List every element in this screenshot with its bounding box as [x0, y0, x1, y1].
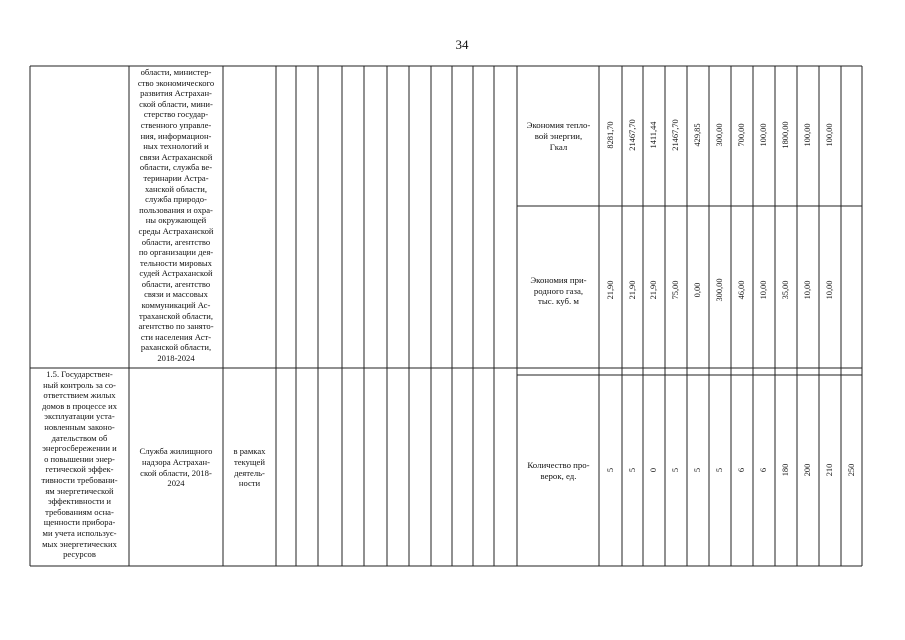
indicator-name-line: Экономия тепло- — [526, 120, 591, 131]
executor-line: связи Астраханской — [139, 151, 213, 162]
indicator-value: 5 — [715, 467, 724, 473]
measure-line: дательством об — [51, 432, 108, 443]
executor-line: ство экономического — [137, 77, 215, 88]
measure-line: домов в процессе их — [41, 400, 118, 411]
indicator-gas-saving — [518, 207, 599, 375]
measure-line: ный контроль за со- — [43, 379, 116, 390]
executor-line: среды Астраханской — [138, 225, 214, 236]
indicator-value: 21,90 — [606, 280, 615, 300]
indicator-value: 10,00 — [803, 280, 812, 300]
indicator-name-line: верок, ед. — [540, 471, 577, 481]
indicator-value: 21,90 — [628, 280, 637, 300]
executor-line: 2018-2024 — [157, 353, 195, 364]
measure-line: эксплуатации уста- — [44, 411, 115, 422]
executor-line: тельности мировых — [140, 257, 212, 268]
indicator-inspections — [518, 376, 599, 566]
measure-line: требованиям осна- — [45, 506, 114, 517]
indicator-value: 300,00 — [715, 278, 724, 302]
indicator-value: 5 — [606, 467, 615, 473]
executor-line: Служба жилищного — [139, 446, 213, 457]
executor-line: области, агентство — [141, 236, 211, 247]
indicator-value: 429,85 — [693, 123, 702, 147]
executor-line: раханской области, — [140, 342, 212, 353]
indicator-value: 100,00 — [759, 123, 768, 147]
indicator-value: 5 — [628, 467, 637, 473]
funding-line: деятель- — [234, 467, 265, 478]
indicator-name-line: вой энергии, — [534, 131, 583, 142]
indicator-name-line: тыс. куб. м — [538, 296, 579, 307]
executor-cell-1-5 — [129, 369, 223, 566]
indicator-value: 21467,70 — [671, 119, 680, 151]
executor-line: ственного управле- — [140, 119, 212, 130]
executor-cell-continued — [129, 67, 223, 368]
indicator-value: 100,00 — [803, 123, 812, 147]
indicator-name-line: Экономия при- — [530, 274, 587, 285]
executor-line: области, агентство — [141, 278, 211, 289]
measure-line: щенности прибора- — [43, 517, 116, 528]
indicator-value: 5 — [671, 467, 680, 473]
indicator-value: 75,00 — [671, 280, 680, 300]
executor-line: ны окружающей — [145, 215, 207, 226]
indicator-value: 1411,44 — [649, 121, 658, 149]
indicator-name-line: Количество про- — [527, 460, 590, 471]
indicator-heat-saving — [518, 67, 599, 206]
executor-line: ской области, мини- — [139, 98, 213, 109]
executor-line: надзора Астрахан- — [141, 456, 211, 467]
indicator-value: 100,00 — [825, 123, 834, 147]
executor-line: коммуникаций Ас- — [141, 300, 211, 311]
executor-line: теринарии Астра- — [143, 172, 209, 183]
executor-line: ных технологий и — [143, 141, 209, 152]
executor-line: агентство по занято- — [138, 321, 214, 332]
measure-line: энергосбережении и — [42, 443, 117, 454]
executor-line: ханской области, — [144, 183, 208, 194]
indicator-value: 1800,00 — [781, 121, 790, 149]
executor-line: ской области, 2018- — [140, 467, 212, 478]
executor-line: ния, информацион- — [140, 130, 212, 141]
indicator-value: 700,00 — [737, 123, 746, 147]
executor-line: служба природо- — [145, 194, 207, 205]
indicator-value: 200 — [803, 463, 812, 477]
funding-line: текущей — [234, 456, 265, 467]
measure-line: тивности требовани- — [41, 474, 118, 485]
measure-line: 1.5. Государствен- — [46, 369, 113, 379]
indicator-value: 6 — [737, 467, 746, 473]
indicator-value: 8281,70 — [606, 121, 615, 149]
indicator-value: 21467,70 — [628, 119, 637, 151]
executor-line: области, служба ве- — [139, 162, 213, 173]
measure-line: гетической эффек- — [45, 464, 114, 475]
indicator-value: 250 — [847, 463, 856, 477]
measure-line: ответствием жилых — [43, 390, 116, 401]
indicator-name-line: Гкал — [549, 141, 568, 152]
measure-line: мых энергетических — [42, 538, 117, 549]
indicator-value: 10,00 — [825, 280, 834, 300]
executor-line: 2024 — [167, 478, 185, 489]
executor-line: пользования и охра- — [139, 204, 213, 215]
funding-cell-1-5 — [223, 369, 276, 566]
indicator-name-line: родного газа, — [533, 285, 584, 296]
indicator-value: 5 — [693, 467, 702, 473]
executor-line: связи и массовых — [144, 289, 208, 300]
indicator-value: 180 — [781, 463, 790, 477]
page-number: 34 — [455, 37, 469, 52]
executor-line: стерство государ- — [143, 109, 209, 120]
executor-line: сти населения Аст- — [140, 331, 212, 342]
executor-line: развития Астрахан- — [140, 88, 212, 99]
indicator-value: 10,00 — [759, 280, 768, 300]
indicator-value: 35,00 — [781, 280, 790, 300]
measure-line: эффективности и — [47, 496, 112, 507]
indicator-value: 0,00 — [693, 282, 702, 298]
executor-line: судей Астраханской — [139, 268, 213, 279]
measure-line: ресурсов — [63, 549, 96, 560]
executor-line: области, министер- — [140, 67, 212, 77]
measure-line: ми учета использує- — [42, 527, 117, 538]
executor-line: по организации дея- — [138, 247, 214, 258]
indicator-value: 0 — [649, 467, 658, 473]
indicator-value: 6 — [759, 467, 768, 473]
measure-line: ям энергетической — [45, 485, 114, 496]
executor-line: траханской области, — [138, 310, 214, 321]
indicator-value: 210 — [825, 463, 834, 477]
funding-line: в рамках — [233, 446, 266, 457]
funding-line: ности — [238, 478, 261, 489]
measure-line: новленным законо- — [44, 421, 115, 432]
indicator-value: 300,00 — [715, 123, 724, 147]
indicator-value: 46,00 — [737, 280, 746, 300]
measure-line: о повышении энер- — [44, 453, 115, 464]
measure-cell-1-5 — [30, 369, 129, 566]
indicator-value: 21,90 — [649, 280, 658, 300]
